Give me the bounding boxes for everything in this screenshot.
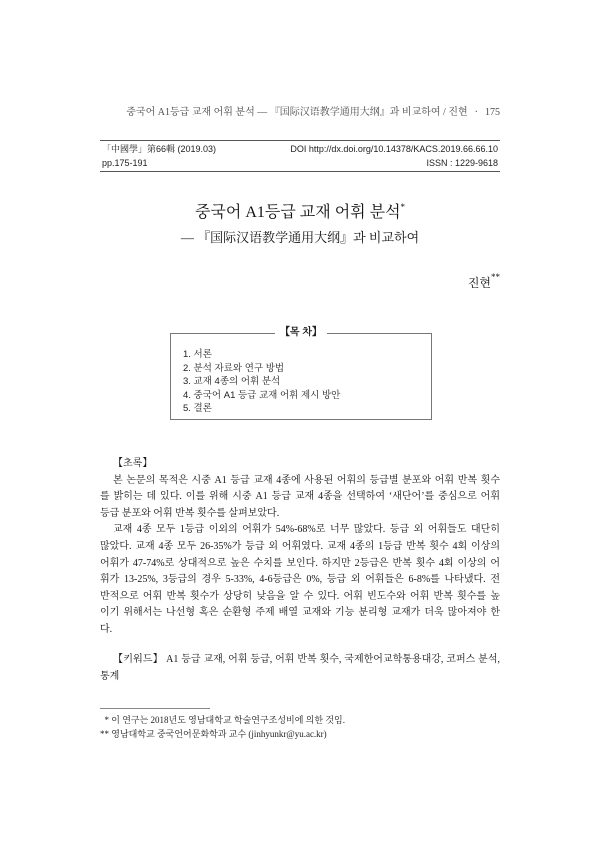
footnote [100,713,500,727]
keywords [100,652,500,685]
journal-info-block [100,140,500,172]
paper-title [0,202,600,224]
abstract-line: 이기 위해서는 나선형 혹은 순환형 주제 배열 교재와 기능 분리형 교재가 더욱 많아져야 한 [100,607,500,619]
table-of-contents [170,327,432,420]
journal-info-row [102,142,498,156]
journal-info-row [102,156,498,170]
abstract-paragraph [100,522,500,638]
abstract-paragraph [100,473,500,523]
paper-title-text: 중국어 A1등급 교재 어휘 분석 [194,204,401,221]
abstract-line: 많았다. 교재 4종 모두 26-35%가 등급 외 어휘였다. 교재 4종의 1등급 반복 횟수 4회 이상의 [100,540,500,552]
keywords-line: 통계 [100,670,120,682]
title-footnote-mark: * [400,202,406,212]
abstract-line: 등급 분포와 어휘 반복 횟수를 살펴보았다. [100,507,280,519]
running-header [100,106,500,120]
abstract-line: 를 밝히는 데 있다. 이를 위해 시중 A1 등급 교재 4종을 선택하여 ‘새단어’를 중심으로 어휘 [100,491,500,503]
abstract-line: 교재 4종 모두 1등급 이외의 어휘가 54%-68%로 너무 많았다. 등급 외 어휘들도 대단히 [113,524,500,536]
footnote-text: 이 연구는 2018년도 영남대학교 학술연구조성비에 의한 것임. [111,715,345,725]
paper-subtitle: — 『国际汉语教学通用大纲』과 비교하여 [180,230,420,245]
toc-item: 5. 결론 [183,403,212,415]
footnote-text: 영남대학교 중국언어문화학과 교수 (jinhyunkr@yu.ac.kr) [111,729,327,739]
toc-item: 2. 분석 자료와 연구 방법 [183,362,285,374]
footnote-mark: ** [100,729,109,739]
footnote-divider [100,708,210,709]
abstract-line: 휘가 13-25%, 3등급의 경우 5-33%, 4-6등급은 0%, 등급 외 어휘들은 6-8%를 나타냈다. 전 [100,574,500,586]
author-footnote-mark: ** [491,272,500,282]
abstract-line: 어휘가 47-74%로 상대적으로 높은 수치를 보인다. 하지만 2등급은 반복 횟수 4회 이상의 어 [100,557,500,569]
journal-volume: 「中國學」第66輯 (2019.03) [102,144,217,154]
issn: ISSN : 1229-9618 [426,158,498,168]
keywords-line [100,652,500,669]
author-name: 진현 [467,276,491,290]
abstract-line: 반적으로 어휘 반복 횟수가 상당히 낮음을 알 수 있다. 어휘 빈도수와 어휘 반복 횟수를 높 [100,590,500,602]
footnote-mark: * [104,715,109,725]
abstract-line: 다. [100,623,113,635]
keywords-label: 【키워드】 [113,654,164,665]
toc-item: 4. 중국어 A1 등급 교재 어휘 제시 방안 [183,389,341,401]
abstract-line: 본 논문의 목적은 시중 A1 등급 교재 4종에 사용된 어휘의 등급별 분포와 어휘 반복 횟수 [113,474,500,486]
footnotes [100,713,500,741]
page-range: pp.175-191 [102,158,148,168]
footnote [100,727,500,741]
doi-link[interactable]: DOI http://dx.doi.org/10.14378/KACS.2019.66.66.10 [290,144,498,154]
keywords-text: A1 등급 교재, 어휘 등급, 어휘 반복 횟수, 국제한어교학통용대강, 코퍼스 분석, [166,654,500,665]
toc-heading-text: 【목 차】 [275,327,327,338]
running-header-separator: · [474,107,478,118]
toc-item: 1. 서론 [183,349,212,360]
abstract [100,456,500,639]
page-number: 175 [485,107,500,118]
running-header-text: 중국어 A1등급 교재 어휘 분석 — 『国际汉语教学通用大纲』과 비교하여 / 진현 [126,107,468,118]
toc-heading [171,325,431,341]
toc-item: 3. 교재 4종의 어휘 분석 [183,376,281,388]
author [100,272,500,291]
abstract-heading: 【초록】 [113,458,153,469]
